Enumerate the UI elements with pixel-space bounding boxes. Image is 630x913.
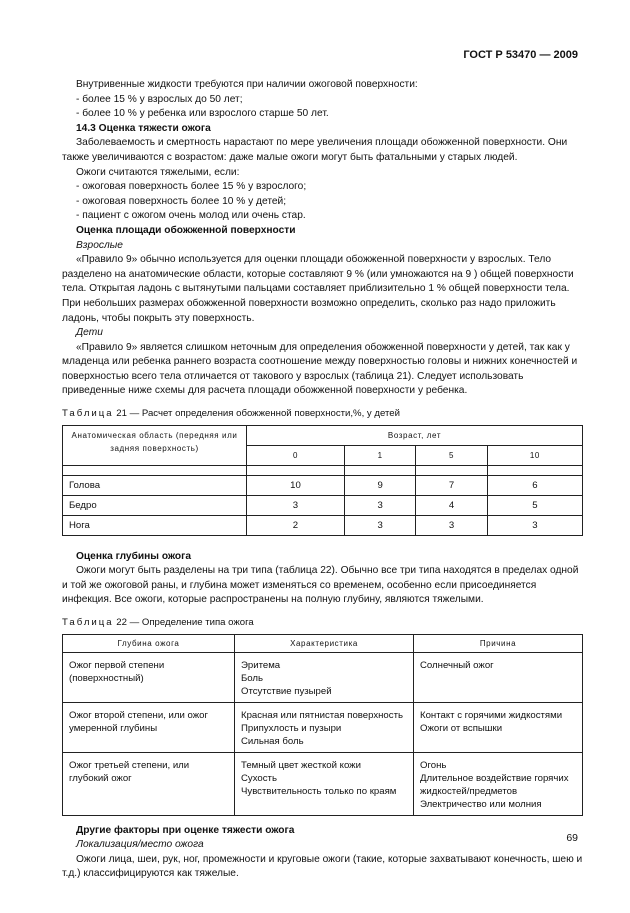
table-row — [63, 475, 583, 495]
burn-traits — [235, 652, 414, 702]
children-paragraph: «Правило 9» является слишком неточным для определения обожженной поверхности у детей, так как у младенца или ребенка раннего возраста соотношение между поверхностью головы и нижних конечностей и поверхностью всего тела отличается от такового у взрослых (таблица 21). Следует использовать приведенные ниже схемы для расчета площади обожженной поверхности у ребенка. — [62, 341, 578, 397]
table-21-age-1: 1 — [344, 445, 415, 465]
section-14-3-para-1: Заболеваемость и смертность нарастают по мере увеличения площади обожженной поверхности. Они также увеличиваются с возрастом: даже малые ожоги могут быть фатальными у старых людей. — [62, 137, 568, 163]
cause: Контакт с горячими жидкостями — [420, 709, 563, 721]
intro-item-1: - более 15 % у взрослых до 50 лет; — [76, 93, 243, 105]
severity-item-1: - ожоговая поверхность более 15 % у взрослого; — [76, 181, 307, 193]
table-21-caption-text: 21 — Расчет определения обожженной поверхности,%, у детей — [116, 408, 400, 420]
table-22 — [62, 634, 583, 816]
cell-value: 3 — [247, 495, 345, 515]
cause: Ожоги от вспышки — [420, 722, 503, 734]
burn-causes — [414, 752, 583, 815]
section-14-3-title: 14.3 Оценка тяжести ожога — [76, 122, 211, 134]
table-22-col-depth: Глубина ожога — [63, 634, 235, 652]
cell-value: 3 — [487, 515, 582, 535]
cause: Длительное воздействие горячих жидкостей/предметов — [420, 772, 569, 797]
trait: Чувствительность только по краям — [241, 785, 397, 797]
table-22-caption-word: Таблица — [62, 617, 114, 629]
cell-value: 7 — [416, 475, 487, 495]
severity-item-3: - пациент с ожогом очень молод или очень стар. — [76, 210, 306, 222]
cell-value: 3 — [344, 495, 415, 515]
cell-value: 2 — [247, 515, 345, 535]
row-name: Голова — [63, 475, 247, 495]
burn-causes — [414, 652, 583, 702]
table-22-caption — [62, 616, 583, 631]
table-row — [63, 752, 583, 815]
severity-item-2: - ожоговая поверхность более 10 % у детей; — [76, 195, 287, 207]
document-id-header: ГОСТ Р 53470 — 2009 — [463, 49, 578, 61]
cause: Солнечный ожог — [420, 659, 494, 671]
trait: Эритема — [241, 659, 281, 671]
adults-paragraph: «Правило 9» обычно используется для оценки площади обожженной поверхности у взрослых. Тело разделено на анатомические области, которые составляют 9 % (или умножаются на 9 ) общей поверхности тела. Открытая ладонь с вытянутыми пальцами составляет приблизительно 1 % общей поверхности тела. При небольших размерах обожженной поверхности возможно определить, сколько раз надо приложить ладонь, чтобы покрыть эту поверхность. — [62, 254, 574, 324]
cell-value: 6 — [487, 475, 582, 495]
trait: Сильная боль — [241, 735, 304, 747]
table-21-col-area: Анатомическая область (передняя или задняя поверхность) — [63, 425, 247, 465]
cause: Электричество или молния — [420, 798, 542, 810]
trait: Боль — [241, 672, 264, 684]
page-number: 69 — [566, 832, 578, 844]
location-subheading: Локализация/место ожога — [76, 839, 204, 851]
table-21-col-age: Возраст, лет — [247, 425, 583, 445]
adults-subheading: Взрослые — [76, 239, 123, 251]
cell-value: 10 — [247, 475, 345, 495]
trait: Красная или пятнистая поверхность — [241, 709, 403, 721]
table-row — [63, 652, 583, 702]
table-22-col-cause: Причина — [414, 634, 583, 652]
burn-depth: Ожог первой степени (поверхностный) — [63, 652, 235, 702]
cell-value: 3 — [416, 515, 487, 535]
burn-depth: Ожог третьей степени, или глубокий ожог — [63, 752, 235, 815]
trait: Сухость — [241, 772, 277, 784]
cause: Огонь — [420, 759, 447, 771]
cell-value: 5 — [487, 495, 582, 515]
table-21-caption — [62, 407, 583, 422]
table-22-caption-text: 22 — Определение типа ожога — [116, 617, 254, 629]
intro-lead: Внутривенные жидкости требуются при наличии ожоговой поверхности: — [76, 79, 418, 90]
burn-causes — [414, 702, 583, 752]
depth-section-title: Оценка глубины ожога — [76, 550, 192, 562]
depth-paragraph: Ожоги могут быть разделены на три типа (таблица 22). Обычно все три типа находятся в пределах одной и той же ожоговой раны, и глубина может изменяться со временем, особенно если присоединяется инфекция. Все ожоги, которые распространены на полную глубину, являются тяжелыми. — [62, 565, 579, 606]
row-name: Нога — [63, 515, 247, 535]
burn-traits — [235, 702, 414, 752]
location-paragraph: Ожоги лица, шеи, рук, ног, промежности и круговые ожоги (такие, которые захватывают конечность, шею и т.д.) классифицируются как тяжелые. — [62, 853, 583, 880]
table-21-age-5: 5 — [416, 445, 487, 465]
area-section-title: Оценка площади обожженной поверхности — [76, 224, 296, 236]
burn-depth: Ожог второй степени, или ожог умеренной глубины — [63, 702, 235, 752]
table-row — [63, 702, 583, 752]
intro-item-2: - более 10 % у ребенка или взрослого старше 50 лет. — [76, 108, 329, 120]
row-name: Бедро — [63, 495, 247, 515]
cell-value: 9 — [344, 475, 415, 495]
table-row — [63, 495, 583, 515]
table-21-spacer — [63, 465, 247, 475]
table-21-caption-word: Таблица — [62, 408, 114, 420]
table-21-age-10: 10 — [487, 445, 582, 465]
table-21-age-0: 0 — [247, 445, 345, 465]
table-row — [63, 515, 583, 535]
table-21 — [62, 425, 583, 536]
trait: Темный цвет жесткой кожи — [241, 759, 361, 771]
trait: Отсутствие пузырей — [241, 685, 332, 697]
cell-value: 4 — [416, 495, 487, 515]
trait: Припухлость и пузыри — [241, 722, 342, 734]
cell-value: 3 — [344, 515, 415, 535]
burn-traits — [235, 752, 414, 815]
page-content — [62, 78, 583, 882]
other-factors-title: Другие факторы при оценке тяжести ожога — [76, 824, 295, 836]
section-14-3-para-2: Ожоги считаются тяжелыми, если: — [76, 166, 240, 178]
table-22-col-traits: Характеристика — [235, 634, 414, 652]
children-subheading: Дети — [76, 327, 103, 339]
